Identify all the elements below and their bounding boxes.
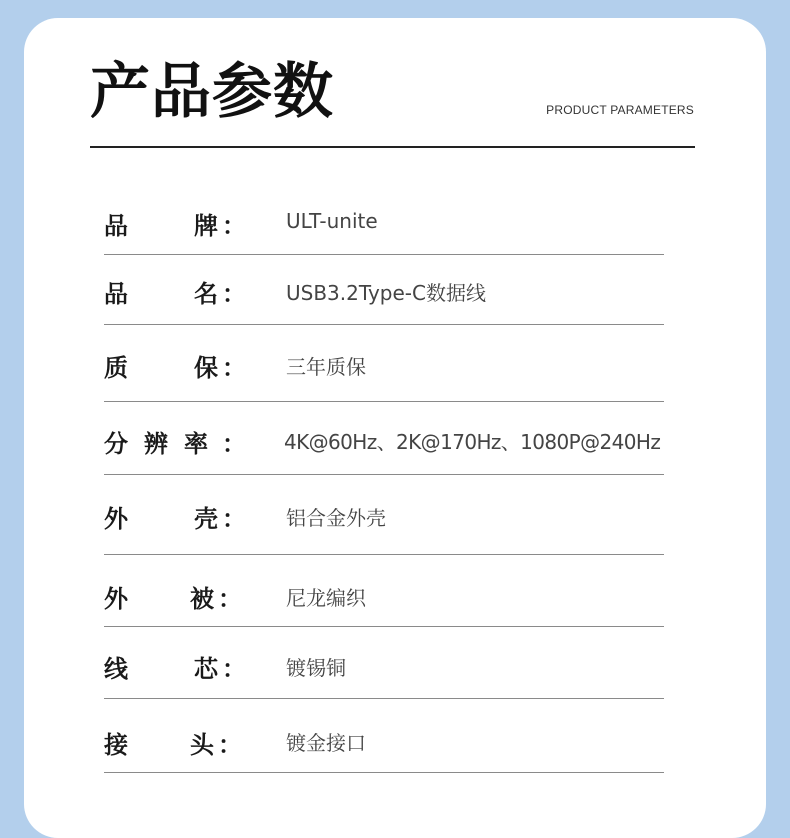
page-subtitle: PRODUCT PARAMETERS [546,103,694,117]
spec-value: 铝合金外壳 [286,506,386,530]
spec-row-jacket: 外 被 ： 尼龙编织 [104,555,664,627]
spec-row-core: 线 芯 ： 镀锡铜 [104,627,664,699]
spec-value: 尼龙编织 [286,586,366,610]
spec-value: 镀金接口 [286,731,366,755]
spec-row-resolution: 分 辨 率 ： 4K@60Hz、2K@170Hz、1080P@240Hz [104,402,664,475]
spec-value: 4K@60Hz、2K@170Hz、1080P@240Hz [284,430,661,454]
title-divider [90,146,695,148]
spec-value: ULT-unite [286,209,378,233]
spec-value: 镀锡铜 [286,656,346,680]
spec-row-shell: 外 壳 ： 铝合金外壳 [104,475,664,555]
spec-row-brand: 品 牌 ： ULT-unite [104,194,664,255]
page-title: 产品参数 [90,57,334,127]
spec-row-connector: 接 头 ： 镀金接口 [104,699,664,773]
spec-row-warranty: 质 保 ： 三年质保 [104,325,664,402]
spec-card [24,18,766,838]
spec-row-product-name: 品 名 ： USB3.2Type-C数据线 [104,255,664,325]
spec-value: USB3.2Type-C数据线 [286,281,486,305]
spec-value: 三年质保 [286,355,366,379]
